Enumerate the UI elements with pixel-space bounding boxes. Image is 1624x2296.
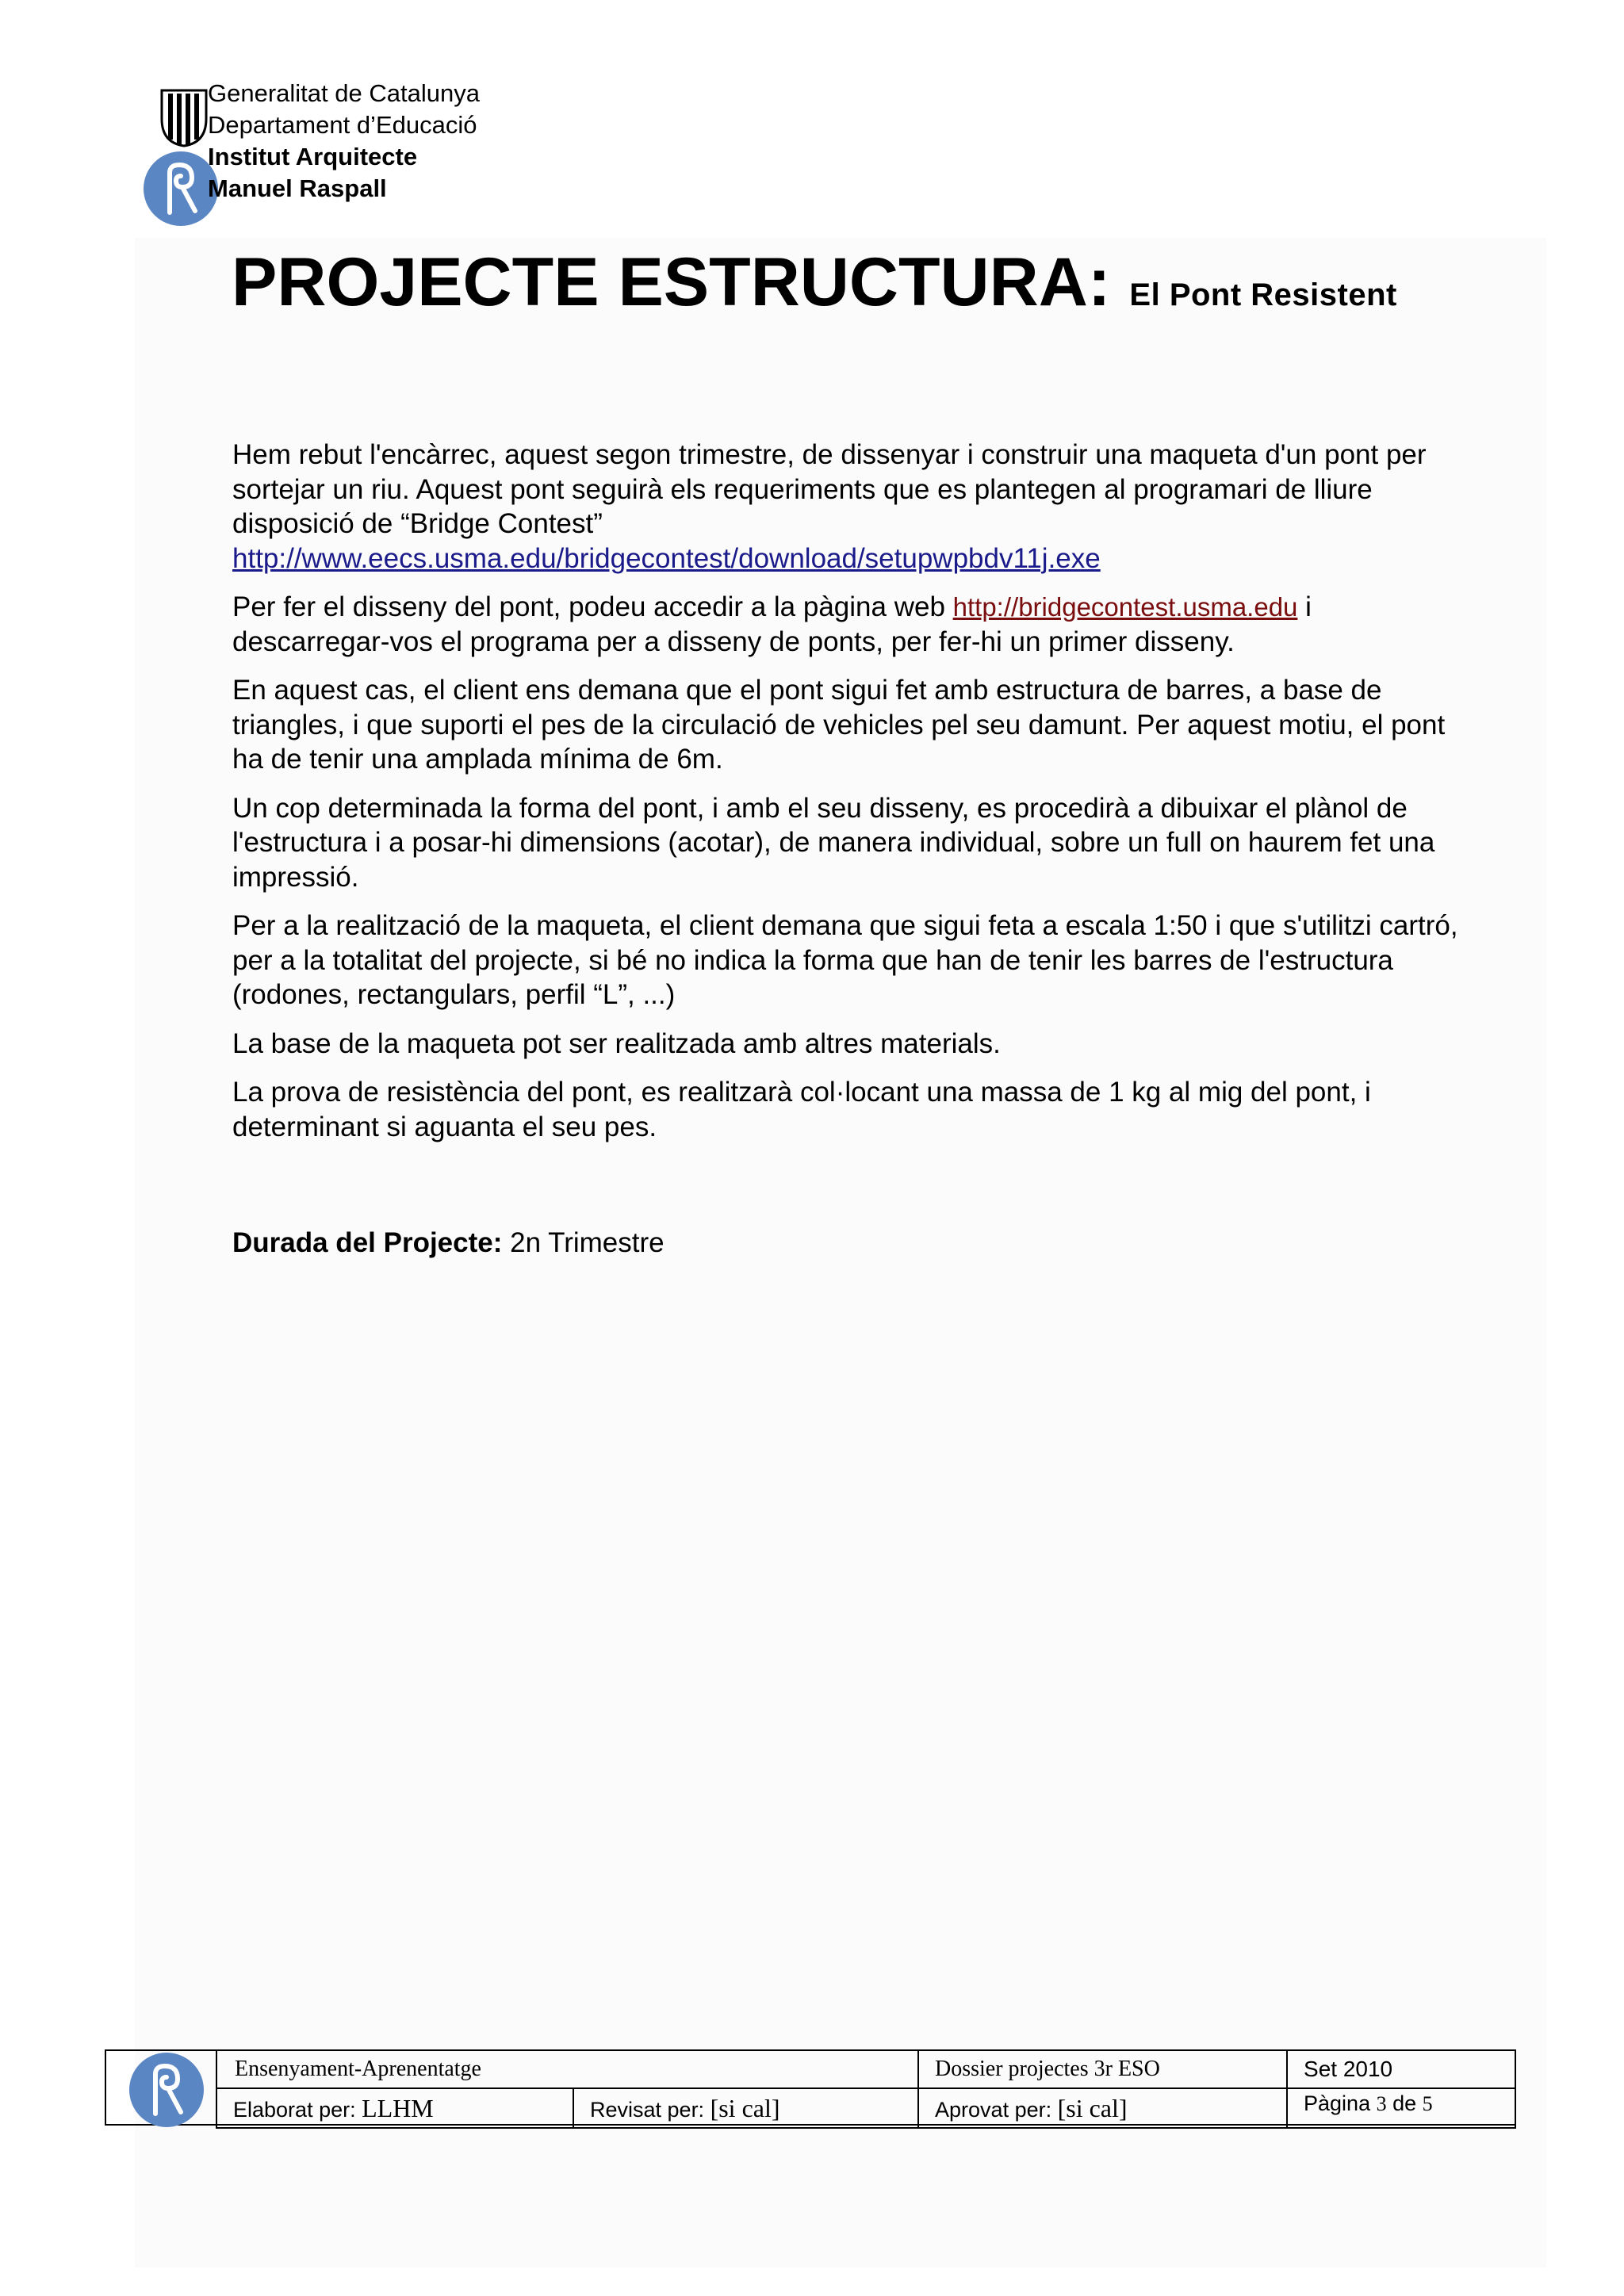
footer-elaborat-cell (216, 2088, 573, 2128)
footer-aprovat-cell (918, 2088, 1287, 2128)
header-institute-name-2: Manuel Raspall (208, 174, 387, 202)
footer-page-total: 5 (1422, 2092, 1433, 2115)
paragraph-5: Per a la realització de la maqueta, el client demana que sigui feta a escala 1:50 i que s'utilitzi cartró, per a la totalitat del projecte, si bé no indica la forma que han de tenir les barres de l'estructura (rodones, rectangulars, perfil “L”, ...) (232, 910, 1458, 1010)
paragraph-1 (232, 438, 1469, 576)
footer-page-label: Pàgina (1304, 2091, 1377, 2115)
footer-elaborat-value: LLHM (362, 2093, 434, 2122)
bridgecontest-link[interactable]: http://bridgecontest.usma.edu (952, 592, 1298, 622)
header-institute-name-1: Institut Arquitecte (208, 143, 418, 170)
project-duration (232, 1226, 665, 1261)
footer-table (216, 2049, 1516, 2129)
title-subtitle: El Pont Resistent (1129, 277, 1397, 312)
paragraph-1-text: Hem rebut l'encàrrec, aquest segon trimestre, de dissenyar i construir una maqueta d'un pont per sortejar un riu. Aquest pont seguirà els requeriments que es plantegen al programari de lliure disposició de “Bridge Contest” (232, 439, 1427, 539)
duration-label: Durada del Projecte: (232, 1227, 503, 1258)
paragraph-4: Un cop determinada la forma del pont, i amb el seu disseny, es procedirà a dibuixar el plànol de l'estructura i a posar-hi dimensions (acotar), de manera individual, sobre un full on haurem fet una impressió. (232, 792, 1435, 893)
footer-page-current: 3 (1376, 2092, 1387, 2115)
footer-aprovat-value: [si cal] (1057, 2093, 1128, 2122)
footer-dossier: Dossier projectes 3r ESO (935, 2057, 1160, 2081)
paragraph-2-after: i descarregar-vos el programa per a disseny de ponts, per fer-hi un primer disseny. (232, 591, 1312, 657)
paragraph-2 (232, 590, 1469, 659)
footer-dossier-cell (918, 2050, 1287, 2088)
footer-aprovat-label: Aprovat per: (935, 2097, 1058, 2122)
footer-institute-logo-icon (128, 2052, 205, 2128)
download-link[interactable]: http://www.eecs.usma.edu/bridgecontest/download/setupwpbdv11j.exe (232, 542, 1101, 574)
paragraph-3: En aquest cas, el client ens demana que el pont sigui fet amb estructura de barres, a base de triangles, i que suporti el pes de la circulació de vehicles pel seu damunt. Per aquest motiu, el pont ha de tenir una amplada mínima de 6m. (232, 675, 1446, 775)
page-title (232, 243, 1397, 335)
paragraph-6: La base de la maqueta pot ser realitzada amb altres materials. (232, 1027, 1001, 1059)
paragraph-2-before: Per fer el disseny del pont, podeu accedir a la pàgina web (232, 591, 953, 622)
header-departament: Departament d’Educació (208, 111, 477, 139)
footer-revisat-label: Revisat per: (590, 2097, 710, 2122)
generalitat-logo-icon (159, 87, 209, 147)
footer-page-cell (1287, 2088, 1515, 2128)
footer-revisat-cell (573, 2088, 918, 2128)
duration-value: 2n Trimestre (502, 1227, 665, 1258)
title-main: PROJECTE ESTRUCTURA: (232, 244, 1130, 320)
paragraph-7: La prova de resistència del pont, es realitzarà col·locant una massa de 1 kg al mig del pont, i determinant si aguanta el seu pes. (232, 1077, 1371, 1142)
footer-elaborat-label: Elaborat per: (233, 2097, 362, 2122)
footer-subject: Ensenyament-Aprenentatge (216, 2050, 918, 2088)
footer-page-of: de (1386, 2091, 1423, 2115)
footer-revisat-value: [si cal] (710, 2093, 780, 2122)
footer-date: Set 2010 (1287, 2050, 1515, 2088)
document-body (232, 438, 1469, 1158)
header-generalitat: Generalitat de Catalunya (208, 79, 480, 107)
